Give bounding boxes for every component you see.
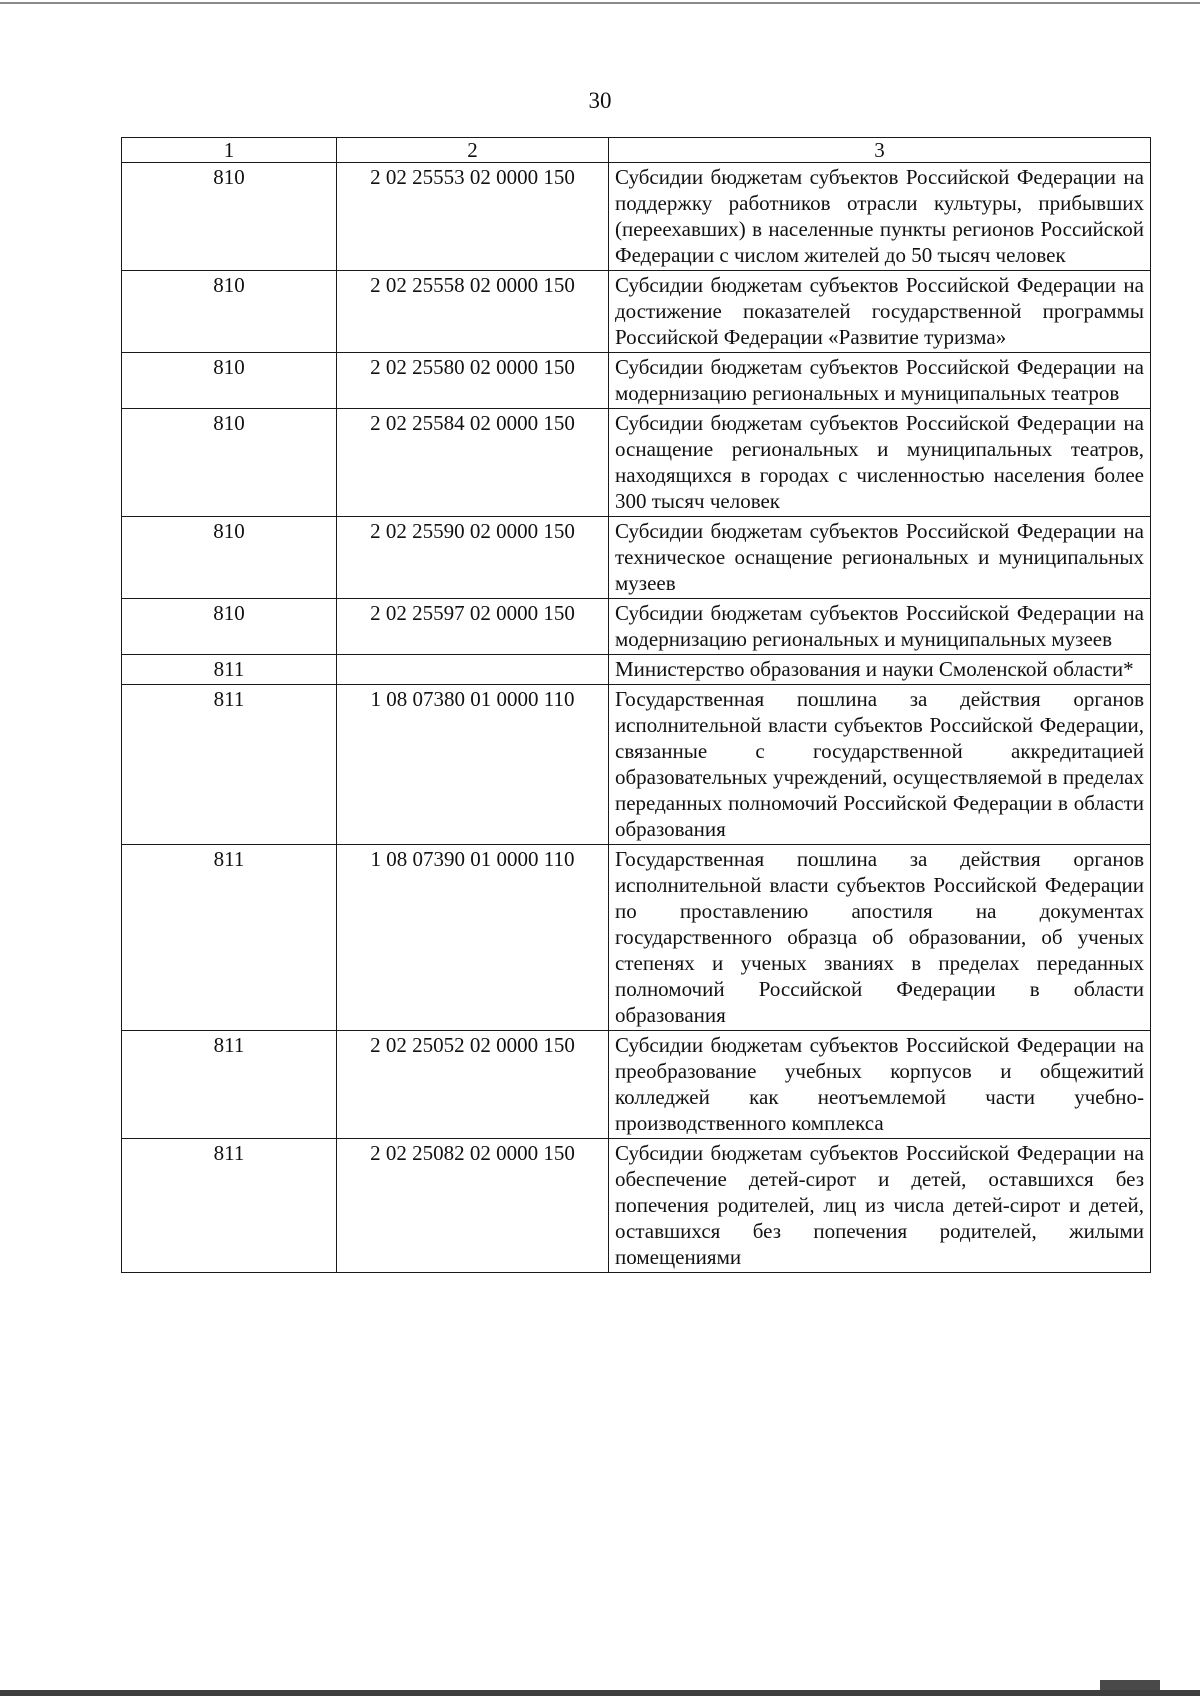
admin-code-cell: 811 [122, 655, 337, 685]
admin-code-cell: 810 [122, 353, 337, 409]
table-row [122, 409, 1151, 517]
admin-code-cell: 810 [122, 271, 337, 353]
administrator-name-cell: Министерство образования и науки Смоленской области* [609, 655, 1151, 685]
budget-revenue-table [121, 137, 1151, 1273]
budget-code-cell: 2 02 25553 02 0000 150 [337, 163, 609, 271]
budget-code-cell: 2 02 25558 02 0000 150 [337, 271, 609, 353]
admin-code-cell: 811 [122, 845, 337, 1031]
admin-code-cell: 810 [122, 599, 337, 655]
revenue-name-cell: Субсидии бюджетам субъектов Российской Федерации на преобразование учебных корпусов и общежитий колледжей как неотъемлемой части учебно-производственного комплекса [609, 1031, 1151, 1139]
revenue-name-cell: Субсидии бюджетам субъектов Российской Федерации на достижение показателей государственной программы Российской Федерации «Развитие туризма» [609, 271, 1151, 353]
table-row [122, 163, 1151, 271]
table-row [122, 1031, 1151, 1139]
budget-code-cell: 2 02 25052 02 0000 150 [337, 1031, 609, 1139]
admin-code-cell: 810 [122, 163, 337, 271]
table-row [122, 655, 1151, 685]
admin-code-cell: 810 [122, 517, 337, 599]
table-row [122, 271, 1151, 353]
admin-code-cell: 810 [122, 409, 337, 517]
scan-edge-bottom-mark [1100, 1680, 1160, 1690]
revenue-name-cell: Субсидии бюджетам субъектов Российской Федерации на техническое оснащение региональных и муниципальных музеев [609, 517, 1151, 599]
table-row [122, 845, 1151, 1031]
budget-code-cell: 2 02 25590 02 0000 150 [337, 517, 609, 599]
revenue-name-cell: Государственная пошлина за действия органов исполнительной власти субъектов Российской Федерации, связанные с государственной аккредитацией образовательных учреждений, осуществляемой в пределах переданных полномочий Российской Федерации в области образования [609, 685, 1151, 845]
budget-code-cell: 2 02 25580 02 0000 150 [337, 353, 609, 409]
scan-edge-bottom [0, 1690, 1200, 1696]
table-row [122, 685, 1151, 845]
revenue-name-cell: Субсидии бюджетам субъектов Российской Федерации на оснащение региональных и муниципальных театров, находящихся в городах с численностью населения более 300 тысяч человек [609, 409, 1151, 517]
column-header-3: 3 [609, 138, 1151, 163]
admin-code-cell: 811 [122, 685, 337, 845]
column-header-1: 1 [122, 138, 337, 163]
scan-edge-top [0, 0, 1200, 8]
column-header-2: 2 [337, 138, 609, 163]
table-header-row [122, 138, 1151, 163]
budget-code-cell: 2 02 25584 02 0000 150 [337, 409, 609, 517]
budget-code-cell: 1 08 07380 01 0000 110 [337, 685, 609, 845]
table-row [122, 353, 1151, 409]
budget-code-cell [337, 655, 609, 685]
revenue-name-cell: Субсидии бюджетам субъектов Российской Федерации на модернизацию региональных и муниципальных музеев [609, 599, 1151, 655]
revenue-name-cell: Государственная пошлина за действия органов исполнительной власти субъектов Российской Федерации по проставлению апостиля на документах государственного образца об образовании, об ученых степенях и ученых званиях в пределах переданных полномочий Российской Федерации в области образования [609, 845, 1151, 1031]
revenue-name-cell: Субсидии бюджетам субъектов Российской Федерации на модернизацию региональных и муниципальных театров [609, 353, 1151, 409]
table-row [122, 517, 1151, 599]
budget-code-cell: 2 02 25082 02 0000 150 [337, 1139, 609, 1273]
table-row [122, 599, 1151, 655]
admin-code-cell: 811 [122, 1031, 337, 1139]
budget-code-cell: 1 08 07390 01 0000 110 [337, 845, 609, 1031]
revenue-name-cell: Субсидии бюджетам субъектов Российской Федерации на обеспечение детей-сирот и детей, оставшихся без попечения родителей, лиц из числа детей-сирот и детей, оставшихся без попечения родителей, жилыми помещениями [609, 1139, 1151, 1273]
revenue-name-cell: Субсидии бюджетам субъектов Российской Федерации на поддержку работников отрасли культуры, прибывших (переехавших) в населенные пункты регионов Российской Федерации с числом жителей до 50 тысяч человек [609, 163, 1151, 271]
admin-code-cell: 811 [122, 1139, 337, 1273]
budget-code-cell: 2 02 25597 02 0000 150 [337, 599, 609, 655]
page-number: 30 [588, 88, 612, 113]
table-row [122, 1139, 1151, 1273]
